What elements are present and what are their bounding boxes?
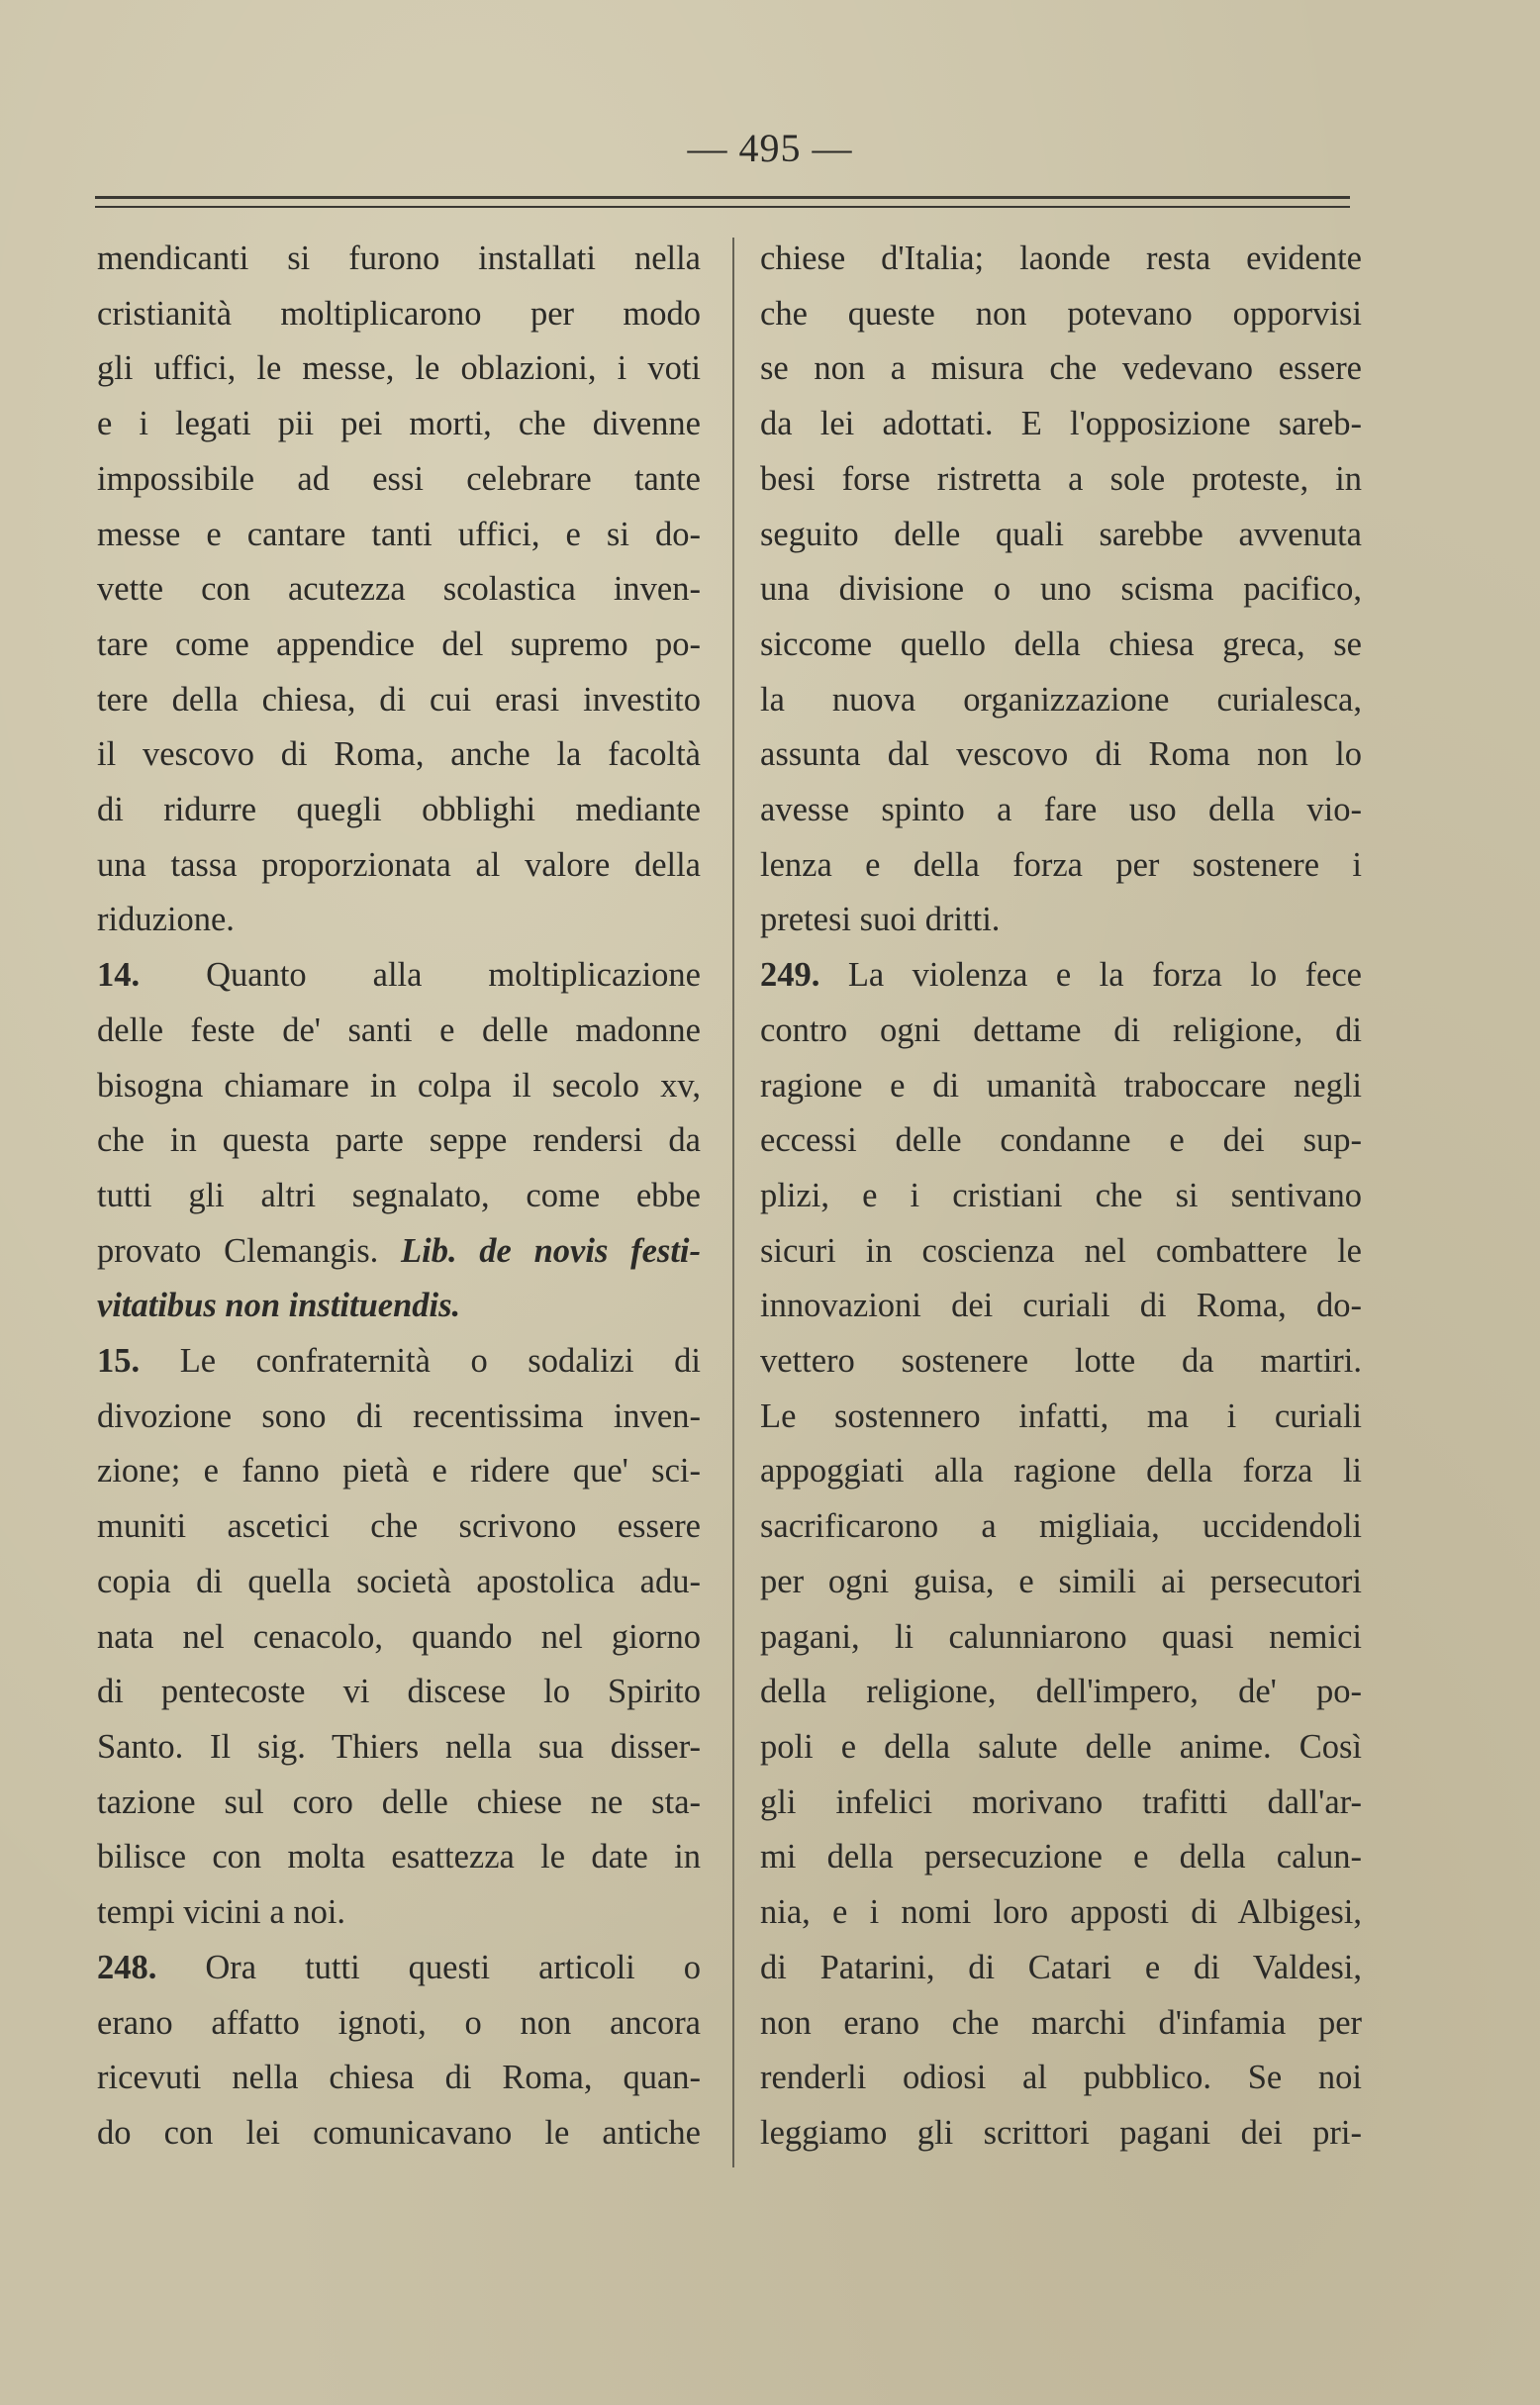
column-divider [732, 238, 734, 2167]
text-line [760, 1830, 1362, 1885]
header-rule [95, 196, 1350, 199]
text-line [760, 1169, 1362, 1224]
text-line [97, 1776, 701, 1831]
line-text: non erano che marchi d'infamia per [760, 2003, 1362, 2042]
text-line [97, 1169, 701, 1224]
line-text: poli e della salute delle anime. Così [760, 1727, 1362, 1766]
line-text: renderli odiosi al pubblico. Se noi [760, 2059, 1362, 2097]
line-text: seguito delle quali sarebbe avvenuta [760, 515, 1362, 553]
text-line [97, 287, 701, 342]
text-line [760, 1885, 1362, 1941]
line-text: assunta dal vescovo di Roma non lo [760, 735, 1362, 774]
text-line [97, 1610, 701, 1666]
line-text: che queste non potevano opporvisi [760, 294, 1362, 333]
italic-citation: vitatibus non instituendis. [97, 1287, 461, 1325]
line-text: provato Clemangis. [97, 1231, 379, 1270]
line-text: divozione sono di recentissima inven- [97, 1396, 701, 1435]
text-line [760, 1113, 1362, 1169]
text-line [97, 1941, 701, 1996]
line-text: di ridurre quegli obblighi mediante [97, 791, 701, 829]
text-line [760, 893, 1362, 948]
line-text: impossibile ad essi celebrare tante [97, 459, 701, 498]
page-number: — 495 — [687, 126, 853, 170]
line-text: appoggiati alla ragione della forza li [760, 1452, 1362, 1491]
line-text: mendicanti si furono installati nella [97, 240, 701, 277]
header-rule-thin [95, 206, 1350, 208]
text-line [760, 1334, 1362, 1390]
text-line [760, 1720, 1362, 1776]
right-column [760, 232, 1362, 2162]
line-text: di pentecoste vi discese lo Spirito [97, 1673, 701, 1711]
line-text: delle feste de' santi e delle madonne [97, 1010, 701, 1049]
line-text: bilisce con molta esattezza le date in [97, 1838, 701, 1876]
line-text: una tassa proporzionata al valore della [97, 845, 701, 884]
line-text: muniti ascetici che scrivono essere [97, 1507, 701, 1546]
line-text: plizi, e i cristiani che si sentivano [760, 1176, 1362, 1214]
line-text: erano affatto ignoti, o non ancora [97, 2003, 701, 2042]
line-text: messe e cantare tanti uffici, e si do- [97, 515, 701, 553]
text-line [97, 1499, 701, 1555]
line-text: tempi vicini a noi. [97, 1893, 346, 1932]
text-line [97, 893, 701, 948]
line-text: zione; e fanno pietà e ridere que' sci- [97, 1452, 701, 1491]
text-line [760, 1776, 1362, 1831]
line-text: eccessi delle condanne e dei sup- [760, 1121, 1362, 1160]
line-text: una divisione o uno scisma pacifico, [760, 570, 1362, 609]
line-text: e i legati pii pei morti, che divenne [97, 405, 701, 443]
text-line [760, 1444, 1362, 1499]
line-text: tare come appendice del supremo po- [97, 625, 701, 663]
text-line [760, 397, 1362, 452]
text-line [97, 2051, 701, 2106]
text-line [760, 1279, 1362, 1334]
text-line [760, 1004, 1362, 1059]
text-line [97, 1885, 701, 1941]
line-text: Santo. Il sig. Thiers nella sua disser- [97, 1727, 701, 1766]
text-line [760, 287, 1362, 342]
line-text: della religione, dell'impero, de' po- [760, 1673, 1362, 1711]
text-line [97, 618, 701, 673]
line-text: la nuova organizzazione curialesca, [760, 680, 1362, 719]
text-line [760, 341, 1362, 397]
text-line [760, 508, 1362, 563]
line-text: da lei adottati. E l'opposizione sareb- [760, 405, 1362, 443]
line-text: Le confraternità o sodalizi di [179, 1342, 701, 1381]
text-line [760, 727, 1362, 783]
text-line [760, 1224, 1362, 1280]
line-text: nata nel cenacolo, quando nel giorno [97, 1617, 701, 1656]
line-text: contro ogni dettame di religione, di [760, 1010, 1362, 1049]
line-text: vette con acutezza scolastica inven- [97, 570, 701, 609]
line-text: copia di quella società apostolica adu- [97, 1562, 701, 1600]
text-line [97, 948, 701, 1004]
text-line [97, 1830, 701, 1885]
line-text: tazione sul coro delle chiese ne sta- [97, 1782, 701, 1821]
paragraph-number: 248. [97, 1948, 157, 1986]
line-text: Ora tutti questi articoli o [205, 1948, 701, 1986]
text-line [97, 1334, 701, 1390]
text-line [760, 1499, 1362, 1555]
paragraph-number: 14. [97, 956, 141, 995]
line-text: pretesi suoi dritti. [760, 901, 1001, 939]
line-text: siccome quello della chiesa greca, se [760, 625, 1362, 663]
line-text: sacrificarono a migliaia, uccidendoli [760, 1507, 1362, 1546]
line-text: vettero sostenere lotte da martiri. [760, 1342, 1362, 1381]
line-text: il vescovo di Roma, anche la facoltà [97, 735, 701, 774]
text-line [97, 1996, 701, 2052]
line-text: do con lei comunicavano le antiche [97, 2113, 701, 2152]
text-line [760, 948, 1362, 1004]
text-line [760, 562, 1362, 618]
text-line [760, 452, 1362, 508]
line-text: sicuri in coscienza nel combattere le [760, 1231, 1362, 1270]
text-line [97, 1004, 701, 1059]
text-line [760, 1665, 1362, 1720]
line-text: per ogni guisa, e simili ai persecutori [760, 1562, 1362, 1600]
line-text: gli infelici morivano trafitti dall'ar- [760, 1782, 1362, 1821]
text-line [760, 1390, 1362, 1445]
text-line [97, 452, 701, 508]
text-line [97, 2106, 701, 2162]
text-line [97, 508, 701, 563]
text-line [97, 562, 701, 618]
line-text: tere della chiesa, di cui erasi investito [97, 680, 701, 719]
paragraph-number: 249. [760, 956, 820, 995]
line-text: nia, e i nomi loro apposti di Albigesi, [760, 1893, 1362, 1932]
text-line [760, 1610, 1362, 1666]
text-line [760, 673, 1362, 728]
text-line [97, 1444, 701, 1499]
paragraph-number: 15. [97, 1342, 141, 1381]
text-line [760, 2051, 1362, 2106]
text-line [760, 1059, 1362, 1114]
line-text: cristianità moltiplicarono per modo [97, 294, 701, 333]
text-line [760, 783, 1362, 838]
line-text: La violenza e la forza lo fece [847, 956, 1362, 995]
text-line [760, 618, 1362, 673]
italic-citation: Lib. de novis festi- [401, 1231, 701, 1270]
line-text: innovazioni dei curiali di Roma, do- [760, 1287, 1362, 1325]
line-text: Quanto alla moltiplicazione [206, 956, 701, 995]
line-text: che in questa parte seppe rendersi da [97, 1121, 701, 1160]
line-text: mi della persecuzione e della calun- [760, 1838, 1362, 1876]
text-line [97, 1279, 701, 1334]
line-text: besi forse ristretta a sole proteste, in [760, 459, 1362, 498]
text-line [760, 2106, 1362, 2162]
line-text: avesse spinto a fare uso della vio- [760, 791, 1362, 829]
line-text: bisogna chiamare in colpa il secolo xv, [97, 1066, 701, 1105]
text-line [97, 783, 701, 838]
text-line [97, 397, 701, 452]
text-line [97, 1390, 701, 1445]
line-text: se non a misura che vedevano essere [760, 349, 1362, 388]
text-line [760, 838, 1362, 894]
text-line [97, 232, 701, 287]
text-line [97, 1555, 701, 1610]
line-text: lenza e della forza per sostenere i [760, 845, 1362, 884]
text-line [760, 1996, 1362, 2052]
text-line [97, 1224, 701, 1280]
line-text: chiese d'Italia; laonde resta evidente [760, 240, 1362, 277]
line-text: tutti gli altri segnalato, come ebbe [97, 1176, 701, 1214]
text-line [97, 838, 701, 894]
text-line [97, 341, 701, 397]
line-text: riduzione. [97, 901, 235, 939]
line-text: leggiamo gli scrittori pagani dei pri- [760, 2113, 1362, 2152]
text-line [760, 1555, 1362, 1610]
line-text: Le sostennero infatti, ma i curiali [760, 1396, 1362, 1435]
line-text: ricevuti nella chiesa di Roma, quan- [97, 2059, 701, 2097]
text-line [97, 1059, 701, 1114]
text-line [97, 1113, 701, 1169]
text-line [97, 673, 701, 728]
text-line [97, 727, 701, 783]
text-line [97, 1720, 701, 1776]
line-text: gli uffici, le messe, le oblazioni, i voti [97, 349, 701, 388]
line-text: di Patarini, di Catari e di Valdesi, [760, 1948, 1362, 1986]
text-line [760, 1941, 1362, 1996]
left-column [97, 232, 701, 2162]
text-line [760, 232, 1362, 287]
line-text: pagani, li calunniarono quasi nemici [760, 1617, 1362, 1656]
text-line [97, 1665, 701, 1720]
line-text: ragione e di umanità traboccare negli [760, 1066, 1362, 1105]
